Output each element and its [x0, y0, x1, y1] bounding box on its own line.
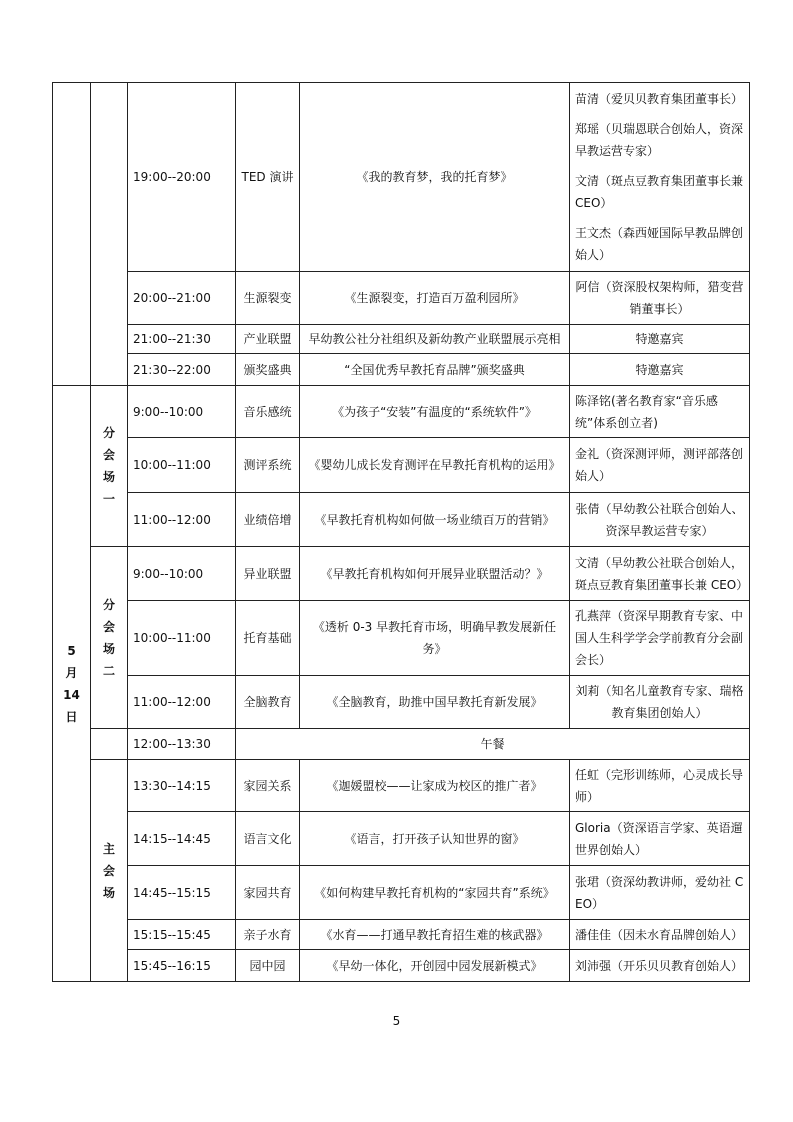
- time-cell: 9:00--10:00: [128, 547, 236, 601]
- table-row: [53, 676, 750, 729]
- topic-cell: 生源裂变: [236, 272, 300, 325]
- time-cell: 20:00--21:00: [128, 272, 236, 325]
- speaker-text: 王文杰（森西娅国际早教品牌创始人）: [575, 226, 744, 262]
- title-cell: 《透析 0-3 早教托育市场，明确早教发展新任务》: [300, 601, 570, 676]
- title-cell: 《早教托育机构如何做一场业绩百万的营销》: [300, 493, 570, 547]
- topic-cell: 产业联盟: [236, 325, 300, 354]
- speaker-cell: 任虹（完形训练师，心灵成长导师）: [570, 760, 750, 812]
- speaker-cell: 特邀嘉宾: [570, 354, 750, 386]
- speaker-cell: 特邀嘉宾: [570, 325, 750, 354]
- speaker-text: 文清（斑点豆教育集团董事长兼 CEO）: [575, 174, 744, 210]
- venue-label-one: [91, 386, 128, 547]
- date-char: 日: [65, 709, 78, 724]
- venue-label-main: [91, 760, 128, 982]
- speaker-cell: 张珺（资深幼教讲师，爱幼社 CEO）: [570, 866, 750, 920]
- topic-cell: 颁奖盛典: [236, 354, 300, 386]
- time-cell: 9:00--10:00: [128, 386, 236, 438]
- title-cell: 《全脑教育，助推中国早教托育新发展》: [300, 676, 570, 729]
- topic-cell: 家园关系: [236, 760, 300, 812]
- table-row: [53, 386, 750, 438]
- speaker-cell: 刘莉（知名儿童教育专家、瑞格教育集团创始人）: [570, 676, 750, 729]
- topic-cell: 托育基础: [236, 601, 300, 676]
- speaker-cell: Gloria（资深语言学家、英语遛世界创始人）: [570, 812, 750, 866]
- page-number: 5: [392, 1014, 401, 1028]
- title-cell: 《为孩子“安装”有温度的“系统软件”》: [300, 386, 570, 438]
- speaker-text: 苗清（爱贝贝教育集团董事长）: [575, 92, 744, 106]
- topic-cell: 家园共育: [236, 866, 300, 920]
- time-cell: 11:00--12:00: [128, 676, 236, 729]
- venue-cell-empty: [91, 83, 128, 386]
- table-row: [53, 493, 750, 547]
- venue-char: 会: [102, 448, 115, 462]
- title-cell: 《早幼一体化，开创园中园发展新模式》: [300, 950, 570, 982]
- date-char: 5: [67, 643, 76, 658]
- title-cell: 《迦媛盟校——让家成为校区的推广者》: [300, 760, 570, 812]
- venue-char: 会: [102, 863, 115, 878]
- table-row: [53, 920, 750, 950]
- topic-cell: 业绩倍增: [236, 493, 300, 547]
- speaker-cell: 金礼（资深测评师，测评部落创始人）: [570, 438, 750, 493]
- venue-char: 一: [102, 492, 115, 506]
- title-cell: 《我的教育梦，我的托育梦》: [300, 83, 570, 272]
- time-cell: 13:30--14:15: [128, 760, 236, 812]
- time-cell: 12:00--13:30: [128, 729, 236, 760]
- venue-char: 分: [102, 597, 115, 612]
- time-cell: 14:45--15:15: [128, 866, 236, 920]
- time-cell: 15:45--16:15: [128, 950, 236, 982]
- title-cell: 《早教托育机构如何开展异业联盟活动？》: [300, 547, 570, 601]
- table-row: [53, 812, 750, 866]
- topic-cell: 测评系统: [236, 438, 300, 493]
- speaker-cell: [570, 83, 750, 272]
- time-cell: 21:30--22:00: [128, 354, 236, 386]
- time-cell: 21:00--21:30: [128, 325, 236, 354]
- speaker-text: 郑瑶（贝瑞恩联合创始人，资深早教运营专家）: [575, 122, 744, 158]
- venue-char: 分: [102, 426, 115, 440]
- date-label: [53, 386, 91, 982]
- table-row: [53, 729, 750, 760]
- topic-cell: 语言文化: [236, 812, 300, 866]
- table-row: [53, 272, 750, 325]
- venue-char: 会: [102, 619, 115, 634]
- table-row: [53, 547, 750, 601]
- speaker-cell: 孔燕萍（资深早期教育专家、中国人生科学学会学前教育分会副会长）: [570, 601, 750, 676]
- speaker-cell: 阿信（资深股权架构师，猎变营销董事长）: [570, 272, 750, 325]
- speaker-cell: 潘佳佳（因未水育品牌创始人）: [570, 920, 750, 950]
- table-row: [53, 354, 750, 386]
- venue-cell-empty: [91, 729, 128, 760]
- speaker-cell: 刘沛强（开乐贝贝教育创始人）: [570, 950, 750, 982]
- table-row: [53, 83, 750, 272]
- title-cell: 《如何构建早教托育机构的“家园共育”系统》: [300, 866, 570, 920]
- table-row: [53, 760, 750, 812]
- date-char: 月: [65, 665, 78, 680]
- title-cell: 《语言，打开孩子认知世界的窗》: [300, 812, 570, 866]
- date-cell-empty: [53, 83, 91, 386]
- table-row: [53, 601, 750, 676]
- speaker-cell: 陈泽铭(著名教育家“音乐感统”体系创立者): [570, 386, 750, 438]
- title-cell: 《生源裂变，打造百万盈利园所》: [300, 272, 570, 325]
- table-row: [53, 866, 750, 920]
- topic-cell: 音乐感统: [236, 386, 300, 438]
- title-cell: “全国优秀早教托育品牌”颁奖盛典: [300, 354, 570, 386]
- topic-cell: 亲子水育: [236, 920, 300, 950]
- time-cell: 15:15--15:45: [128, 920, 236, 950]
- table-row: [53, 950, 750, 982]
- time-cell: 19:00--20:00: [128, 83, 236, 272]
- topic-cell: 全脑教育: [236, 676, 300, 729]
- time-cell: 14:15--14:45: [128, 812, 236, 866]
- schedule-table: [52, 82, 750, 982]
- title-cell: 早幼教公社分社组织及新幼教产业联盟展示亮相: [300, 325, 570, 354]
- date-char: 14: [63, 687, 80, 702]
- table-row: [53, 438, 750, 493]
- speaker-cell: 张倩（早幼教公社联合创始人、资深早教运营专家）: [570, 493, 750, 547]
- table-row: [53, 325, 750, 354]
- venue-char: 主: [102, 841, 115, 856]
- venue-char: 场: [102, 470, 115, 484]
- venue-char: 二: [102, 663, 115, 678]
- venue-char: 场: [102, 885, 115, 900]
- venue-label-two: [91, 547, 128, 729]
- time-cell: 10:00--11:00: [128, 438, 236, 493]
- title-cell: 《水育——打通早教托育招生难的核武器》: [300, 920, 570, 950]
- time-cell: 11:00--12:00: [128, 493, 236, 547]
- speaker-cell: 文清（早幼教公社联合创始人，斑点豆教育集团董事长兼 CEO）: [570, 547, 750, 601]
- venue-char: 场: [102, 641, 115, 656]
- topic-cell: 园中园: [236, 950, 300, 982]
- topic-cell: 异业联盟: [236, 547, 300, 601]
- lunch-cell: 午餐: [236, 729, 750, 760]
- time-cell: 10:00--11:00: [128, 601, 236, 676]
- topic-cell: TED 演讲: [236, 83, 300, 272]
- title-cell: 《婴幼儿成长发育测评在早教托育机构的运用》: [300, 438, 570, 493]
